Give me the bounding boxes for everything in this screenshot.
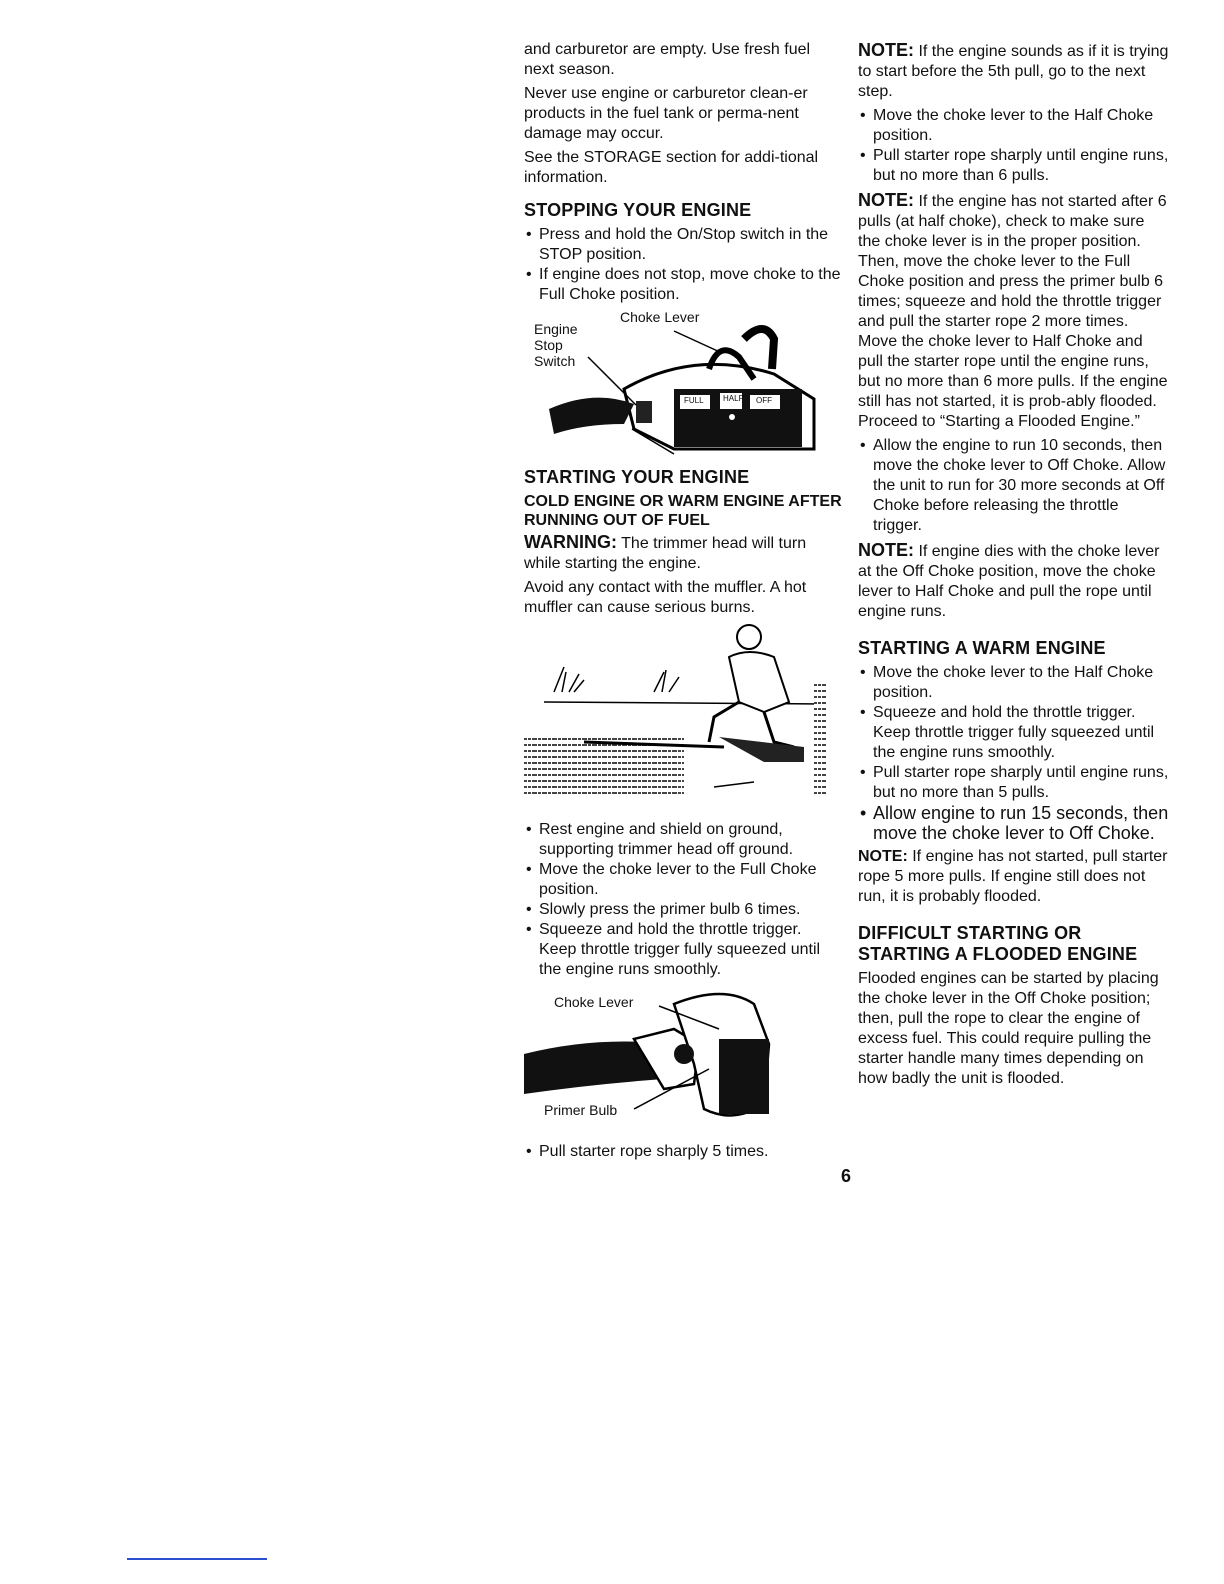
trimmer-start-illustration xyxy=(524,622,834,812)
stopping-heading: STOPPING YOUR ENGINE xyxy=(524,200,752,220)
note-label: NOTE: xyxy=(858,190,914,210)
off-label: OFF xyxy=(756,396,772,405)
list-item: • Pull starter rope sharply 5 times. xyxy=(524,1142,842,1162)
note-text: If the engine sounds as if it is trying to start before the 5th pull, go to the next step. xyxy=(858,43,1169,100)
list-item: • Pull starter rope sharply until engine runs, but no more than 5 pulls. xyxy=(858,763,1170,803)
muffler-paragraph: Avoid any contact with the muffler. A hot muffler can cause serious burns. xyxy=(524,579,807,616)
starting-list xyxy=(524,820,842,980)
switch-label: Switch xyxy=(534,353,576,369)
note-paragraph xyxy=(858,190,1170,432)
run-list xyxy=(858,436,1170,536)
warning-paragraph xyxy=(524,532,842,574)
warning-label: WARNING: xyxy=(524,532,617,552)
warning-text: The trimmer head will turn while starting the engine. xyxy=(524,535,807,572)
list-item: • Rest engine and shield on ground, supporting trimmer head off ground. xyxy=(524,820,842,860)
note-label: NOTE: xyxy=(858,848,908,865)
stop-label: Stop xyxy=(534,337,563,353)
intro-paragraph-1: and carburetor are empty. Use fresh fuel next season. xyxy=(524,41,811,78)
list-item: • Pull starter rope sharply until engine runs, but no more than 6 pulls. xyxy=(858,146,1170,186)
choke-lever-label: Choke Lever xyxy=(554,994,634,1010)
choke-lever-label: Choke Lever xyxy=(620,309,700,325)
list-item: • Allow the engine to run 10 seconds, then move the choke lever to Off Choke. Allow the unit to run for 30 more seconds at Off Choke before releasing the throttle trigger. xyxy=(858,436,1170,536)
list-item: • Allow engine to run 15 seconds, then move the choke lever to Off Choke. xyxy=(858,803,1170,843)
engine-label: Engine xyxy=(534,321,578,337)
stopping-list xyxy=(524,225,842,305)
note-paragraph xyxy=(858,847,1170,907)
list-item: • Squeeze and hold the throttle trigger. Keep throttle trigger fully squeezed until the engine runs smoothly. xyxy=(858,703,1170,763)
engine-stop-switch-illustration xyxy=(524,309,824,459)
choke-primer-illustration xyxy=(524,984,824,1134)
note-text: If the engine has not started after 6 pulls (at half choke), check to make sure the choke lever is in the proper position. Then, move the choke lever to the Full Choke position and press the primer bulb 6 times; squeeze and hold the throttle trigger and pull the starter rope 2 more times. Move the choke lever to Half Choke and pull the starter rope until the engine runs, but no more than 6 more pulls. If the engine still has not started, it is prob-ably flooded. Proceed to “Starting a Flooded Engine.” xyxy=(858,193,1168,430)
flooded-heading-line-2: STARTING A FLOODED ENGINE xyxy=(858,944,1138,964)
half-label: HALF xyxy=(723,394,744,403)
starting-subheading: COLD ENGINE OR WARM ENGINE AFTER RUNNING OUT OF FUEL xyxy=(524,493,842,529)
list-item: • If engine does not stop, move choke to the Full Choke position. xyxy=(524,265,842,305)
warm-engine-heading: STARTING A WARM ENGINE xyxy=(858,638,1106,658)
note-paragraph xyxy=(858,540,1170,622)
note-label: NOTE: xyxy=(858,40,914,60)
half-choke-list xyxy=(858,106,1170,186)
intro-paragraph-3: See the STORAGE section for addi-tional information. xyxy=(524,149,819,186)
flooded-heading-line-1: DIFFICULT STARTING OR xyxy=(858,923,1082,943)
note-text: If engine dies with the choke lever at the Off Choke position, move the choke lever to Half Choke and pull the rope until engine runs. xyxy=(858,543,1160,620)
right-column xyxy=(858,40,1170,1093)
list-item: • Squeeze and hold the throttle trigger. Keep throttle trigger fully squeezed until the engine runs smoothly. xyxy=(524,920,842,980)
list-item: • Slowly press the primer bulb 6 times. xyxy=(524,900,842,920)
list-item: • Move the choke lever to the Full Choke position. xyxy=(524,860,842,900)
starting-heading: STARTING YOUR ENGINE xyxy=(524,467,750,487)
note-paragraph xyxy=(858,40,1170,102)
list-item: • Move the choke lever to the Half Choke position. xyxy=(858,106,1170,146)
note-text: If engine has not started, pull starter rope 5 more pulls. If engine still does not run, it is probably flooded. xyxy=(858,848,1168,905)
list-item: • Move the choke lever to the Half Choke position. xyxy=(858,663,1170,703)
full-label: FULL xyxy=(684,396,704,405)
intro-paragraph-2: Never use engine or carburetor clean-er products in the fuel tank or perma-nent damage may occur. xyxy=(524,85,808,142)
warm-engine-list xyxy=(858,663,1170,843)
trimmer-start-drawing xyxy=(524,622,834,812)
page-number: 6 xyxy=(841,1166,852,1186)
scan-line-mark xyxy=(127,1558,267,1560)
flooded-paragraph: Flooded engines can be started by placing the choke lever in the Off Choke position; then, pull the rope to clear the engine of excess fuel. This could require pulling the starter handle many times depending on how badly the unit is flooded. xyxy=(858,970,1159,1087)
primer-bulb-label: Primer Bulb xyxy=(544,1102,618,1118)
starting-last-list xyxy=(524,1142,842,1162)
left-column xyxy=(524,40,842,1166)
note-label: NOTE: xyxy=(858,540,914,560)
list-item: • Press and hold the On/Stop switch in the STOP position. xyxy=(524,225,842,265)
